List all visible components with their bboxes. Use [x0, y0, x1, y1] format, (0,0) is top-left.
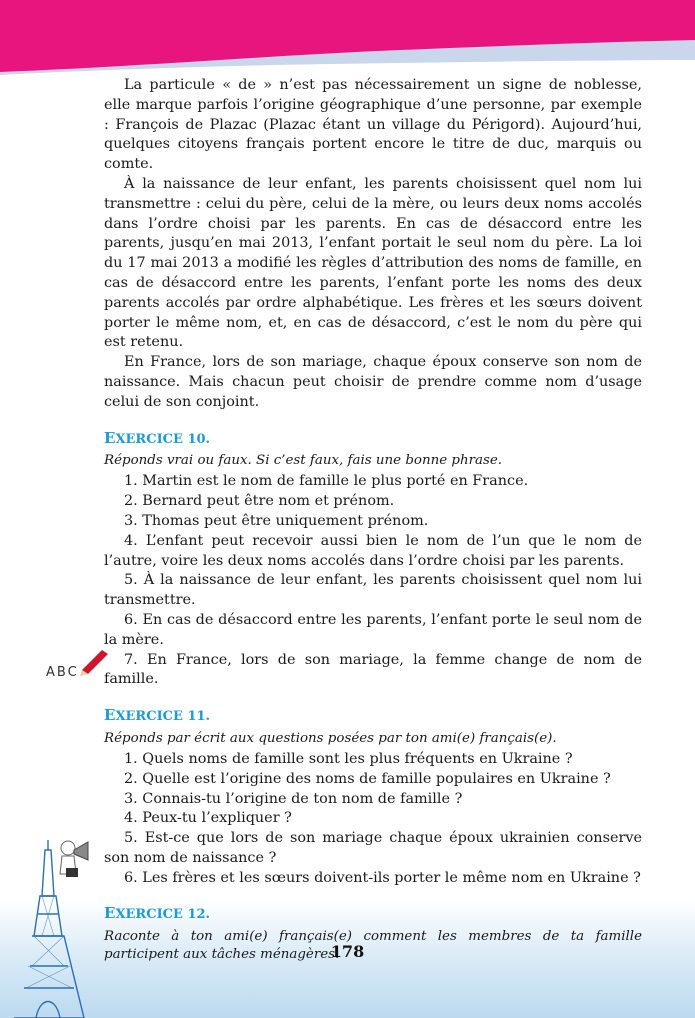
- exercise-heading: EXERCICE 10.: [104, 428, 211, 447]
- exercise-list: [104, 472, 642, 690]
- list-item: 3. Connais-tu l’origine de ton nom de famille ?: [124, 790, 463, 807]
- page-content: [104, 76, 642, 966]
- list-item: 2. Quelle est l’origine des noms de famille populaires en Ukraine ?: [124, 770, 611, 787]
- list-item: 6. En cas de désaccord entre les parents, l’enfant porte le seul nom de la mère.: [104, 611, 642, 648]
- list-item: 6. Les frères et les sœurs doivent-ils porter le même nom en Ukraine ?: [124, 869, 641, 886]
- exercise-instruction: Raconte à ton ami(e) français(e) comment les membres de ta famille participent aux tâches ménagères.: [104, 929, 642, 963]
- list-item: 4. L’enfant peut recevoir aussi bien le nom de l’un que le nom de l’autre, voire les deux noms accolés dans l’ordre choisi par les parents.: [104, 532, 642, 569]
- exercise-list: [104, 750, 642, 889]
- exercise-heading: EXERCICE 11.: [104, 706, 211, 725]
- megaphone-person-icon: [54, 838, 100, 884]
- page-number: 178: [330, 942, 365, 961]
- list-item: 3. Thomas peut être uniquement prénom.: [124, 512, 429, 529]
- list-item: 4. Peux-tu l’expliquer ?: [124, 810, 292, 827]
- exercise-instruction: Réponds vrai ou faux. Si c’est faux, fais une bonne phrase.: [104, 453, 503, 469]
- abc-text: ABC: [46, 665, 79, 680]
- list-item: 1. Martin est le nom de famille le plus porté en France.: [124, 473, 529, 490]
- list-item: 5. Est-ce que lors de son mariage chaque époux ukrainien conserve son nom de naissance ?: [104, 830, 642, 866]
- list-item: 1. Quels noms de famille sont les plus fréquents en Ukraine ?: [124, 750, 573, 767]
- exercise-11: [104, 706, 642, 888]
- list-item: 2. Bernard peut être nom et prénom.: [124, 493, 395, 510]
- abc-writing-icon: [46, 646, 110, 680]
- list-item: 5. À la naissance de leur enfant, les parents choisissent quel nom lui transmettre.: [104, 572, 642, 609]
- exercise-heading: EXERCICE 12.: [104, 904, 211, 923]
- paragraph: En France, lors de son mariage, chaque époux conserve son nom de naissance. Mais chacun peut choisir de prendre comme nom d’usage celui de son conjoint.: [104, 354, 642, 410]
- exercise-instruction: Réponds par écrit aux questions posées par ton ami(e) français(e).: [104, 730, 557, 746]
- paragraph: La particule « de » n’est pas nécessairement un signe de noblesse, elle marque parfois l’origine géographique d’une personne, par exemple : François de Plazac (Plazac étant un village du Périgord). Aujourd’hui, quelques citoyens français portent encore le titre de duc, marquis ou comte.: [104, 77, 642, 173]
- paragraph: À la naissance de leur enfant, les parents choisissent quel nom lui transmettre : celui du père, celui de la mère, ou leurs deux noms accolés dans l’ordre choisi par les parents. En cas de désaccord entre les parents, jusqu’en mai 2013, l’enfant portait le seul nom du père. La loi du 17 mai 2013 a modifié les règles d’attribution des noms de famille, en cas de désaccord entre les parents, l’enfant porte les noms des deux parents accolés par ordre alphabétique. Les frères et les sœurs doivent porter le même nom, et, en cas de désaccord, c’est le nom du père qui est retenu.: [104, 175, 642, 351]
- exercise-10: [104, 429, 642, 691]
- list-item: 7. En France, lors de son mariage, la femme change de nom de famille.: [104, 651, 642, 688]
